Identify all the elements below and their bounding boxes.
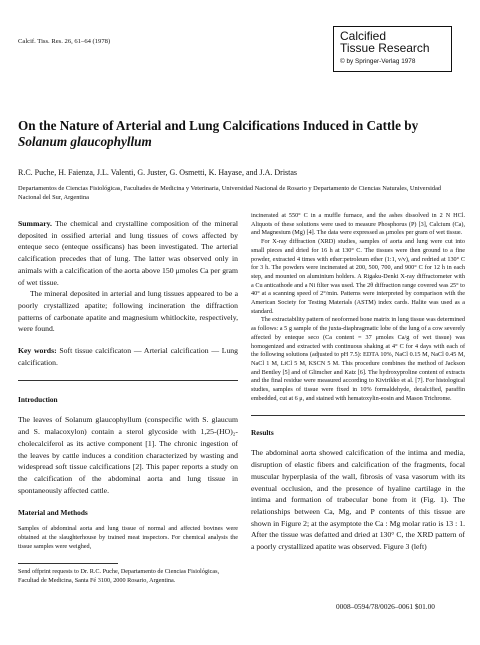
introduction-text: The leaves of Solanum glaucophyllum (conspecific with S. glaucum and S. malacoxylon) contain a sterol glycoside with 1,25-(HO)₂-cholecalciferol as its active component [1]. The chronic ingestion of the leaves by cattle induces a condition characterized by wasting and widespread soft tissue calcifications [2]. This paper reports a study on the calcification of the abdominal aorta and lung tissue in spontaneously affected cattle. bbox=[18, 415, 238, 495]
results-divider bbox=[251, 415, 465, 416]
title-species: Solanum glaucophyllum bbox=[18, 134, 152, 149]
methods-continued: incinerated at 550° C in a muffle furnace, and the ashes dissolved in 2 N HCl. Aliquots of these solutions were used to measure Phosphorus (P) [3], Calcium (Ca), and Magnesium (Mg) [4]. The data were expressed as μmoles per gram of wet tissue. bbox=[251, 212, 465, 237]
journal-name-line1: Calcified bbox=[340, 29, 387, 43]
journal-logo-box bbox=[333, 26, 452, 72]
methods-heading: Material and Methods bbox=[18, 508, 88, 518]
introduction-heading: Introduction bbox=[18, 395, 58, 405]
keywords-label: Key words: bbox=[18, 346, 57, 356]
results-heading: Results bbox=[251, 428, 274, 438]
xrd-methods: For X-ray diffraction (XRD) studies, samples of aorta and lung were cut into small pieces and dried for 16 h at 130° C. The tissues were then ground to a fine powder, extracted 4 times with ether:petroleum ether (1:1, v/v), and redried at 130° C for 3 h. The powders were incinerated at 200, 500, 700, and 900° C for 12 h in each step, and mounted on aluminium holders. A Rigaku-Denki X-ray diffractometer with a Cu anticathode and a Ni filter was used. The 2θ diffraction range covered was 25° to 40° at a scanning speed of 2°/min. Patterns were interpreted by comparison with the American Society for Testing Materials (ASTM) index cards. Halite was used as a standard. bbox=[251, 238, 465, 315]
section-divider bbox=[18, 380, 238, 381]
methods-text: Samples of abdominal aorta and lung tissue of normal and affected bovines were obtained at the slaughterhouse by trained meat inspectors. For chemical analysis the tissue samples were weighed, bbox=[18, 525, 238, 550]
keywords-text: Soft tissue calcificaton — Arterial calcification — Lung calcification. bbox=[18, 346, 238, 367]
footnote-rule bbox=[18, 563, 118, 564]
summary-paragraph-2: The mineral deposited in arterial and lung tissues appeared to be a poorly crystallized apatite; following incineration the diffraction patterns of carbonate apatite and magnesium whitlockite, respectively, were found. bbox=[18, 289, 238, 334]
citation: Calcif. Tiss. Res. 26, 61–64 (1978) bbox=[18, 38, 111, 45]
article-title bbox=[18, 118, 458, 150]
article-code: 0008–0594/78/0026–0061 $01.00 bbox=[336, 602, 435, 611]
right-column bbox=[251, 212, 465, 553]
keywords bbox=[18, 345, 238, 368]
left-column bbox=[18, 218, 238, 586]
summary-text: The chemical and crystalline composition of the mineral deposited in ossified arterial and lung tissues of cows affected by enteque seco (enteque ossificans) has been investigated. The arterial calcification precedes that of lung. The latter was observed only in animals with a calcification of the aorta above 150 μmoles Ca per gram of wet tissue. bbox=[18, 219, 238, 287]
summary-label: Summary. bbox=[18, 219, 52, 228]
publisher-notice: © by Springer-Verlag 1978 bbox=[340, 58, 416, 65]
journal-name-line2: Tissue Research bbox=[340, 41, 430, 55]
offprint-footnote: Send offprint requests to Dr. R.C. Puche, Departamento de Ciencias Fisiológicas, Facultad de Medicina, Santa Fé 3100, 2000 Rosario, Argentina. bbox=[18, 568, 220, 585]
extractability-methods: The extractability pattern of neoformed bone matrix in lung tissue was determined as follows: a 5 g sample of the juxta-diaphragmatic lobe of the lung of a cow severely affected by enteque seco (Ca content = 37 μmoles Ca/g of wet tissue) was homogenized and extracted with continuous shaking at 4° C for 4 days with each of the following solutions (adjusted to pH 7.5): EDTA 10%, NaCl 0.15 M, NaCl 0.45 M, NaCl 1 M, LiCl 5 M, KSCN 5 M. This procedure combines the method of Jackson and Bentley [5] and of Glimcher and Katz [6]. The hydroxyproline content of extracts and the final residue were measured according to Kivirikko et al. [7]. For histological studies, samples of tissue were fixed in 10% formaldehyde, decalcified, paraffin embedded, cut at 6 μ, and stained with hematoxylin-eosin and Mason Trichrome. bbox=[251, 316, 465, 402]
affiliation: Departamentos de Ciencias Fisiológicas, Facultades de Medicina y Veterinaria, Universidad Nacional de Rosario y Departamento de Ciencias Naturales, Universidad Nacional del Sur, Argentina bbox=[18, 185, 442, 201]
summary-paragraph bbox=[18, 218, 238, 288]
results-text: The abdominal aorta showed calcification of the intima and media, disruption of elastic fibers and calcification of the fragments, focal muscular hyperplasia of the wall, fibrosis of vasa vasorum with its eventual occlusion, and the presence of hyaline cartilage in the intima and formation of trabecular bone from it (Fig. 1). The relationships between Ca, Mg, and P contents of this tissue are shown in Figure 2; at the asymptote the Ca : Mg molar ratio is 13 : 1. After the tissue was defatted and dried at 130° C, the XRD pattern of a poorly crystallized apatite was observed. Figure 3 (left) bbox=[251, 448, 465, 552]
title-text: On the Nature of Arterial and Lung Calcifications Induced in Cattle by bbox=[18, 118, 419, 133]
author-list: R.C. Puche, H. Faienza, J.L. Valenti, G. Juster, G. Osmetti, K. Hayase, and J.A. Dristas bbox=[18, 168, 298, 177]
